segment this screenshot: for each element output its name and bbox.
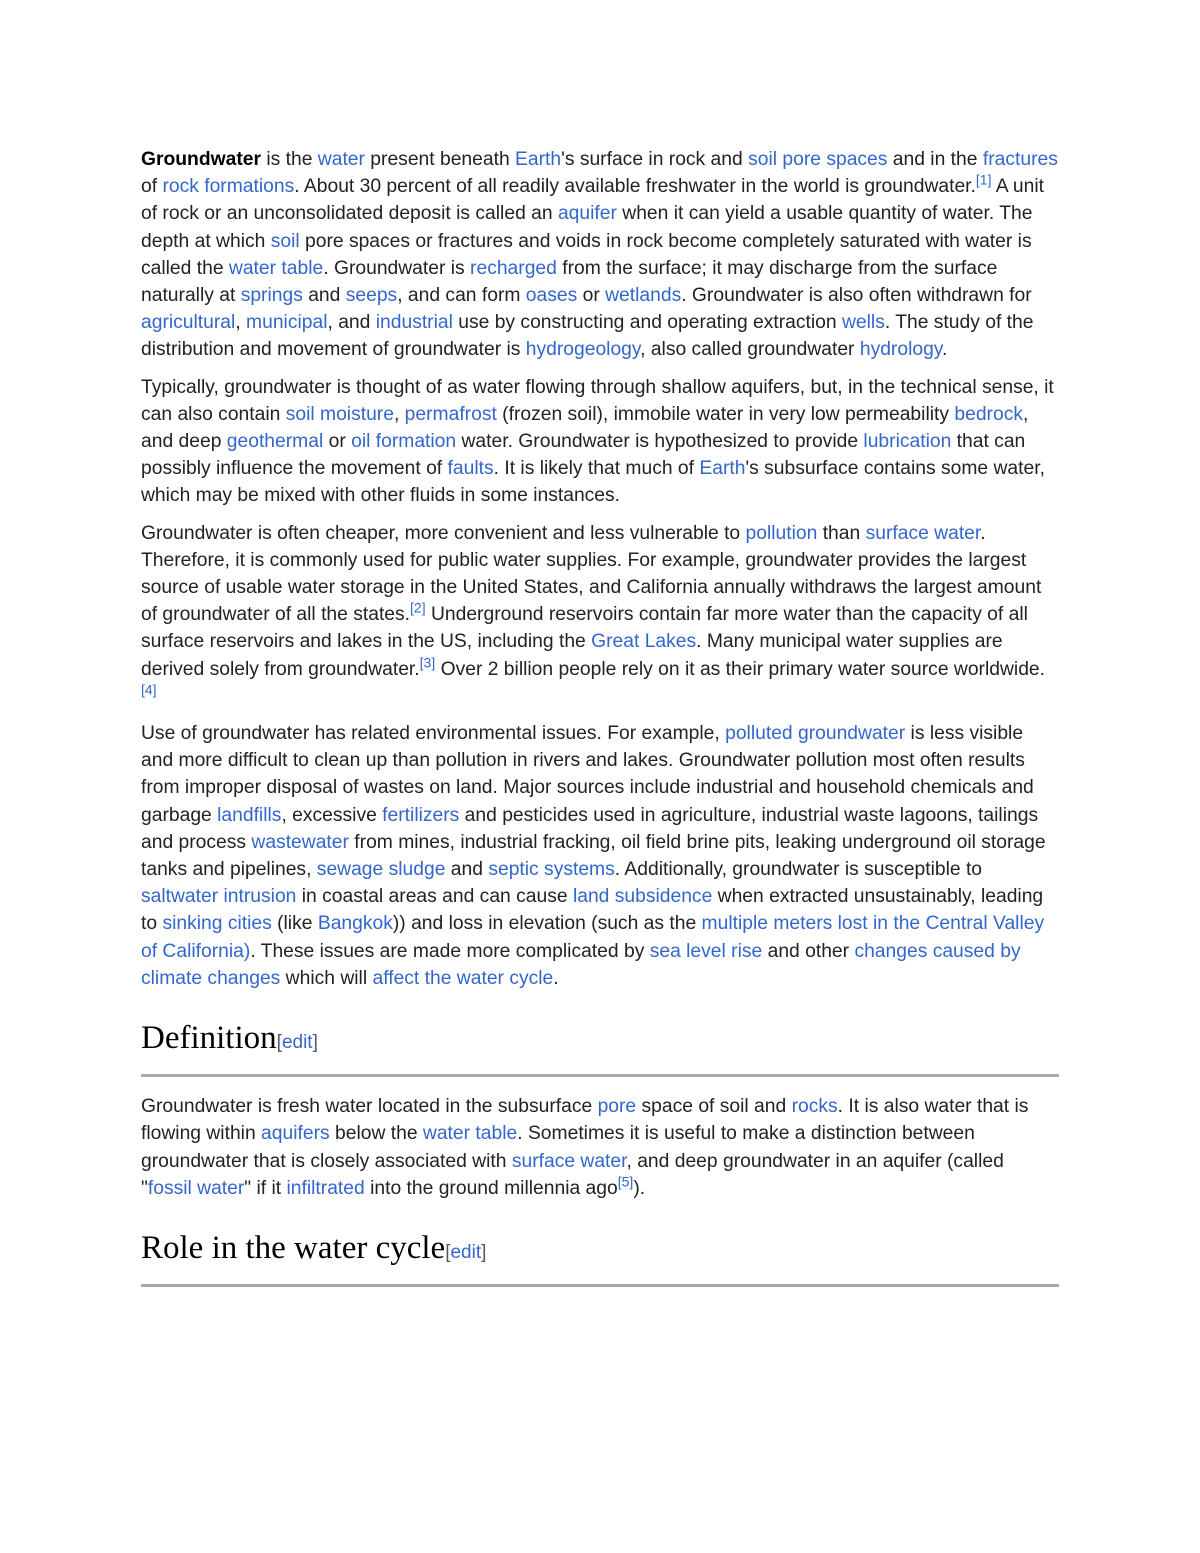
edit-section-link[interactable]: edit [450,1241,482,1263]
citation [618,1173,634,1189]
text-run: . [942,339,948,361]
edit-bracket-close: ] [481,1241,487,1263]
intro-paragraph-1 [141,146,1059,364]
text-run: and [445,859,489,881]
text-run: that can possibly influence the movement of [141,431,1026,480]
edit-section [277,1032,318,1053]
text-run: , [393,403,405,425]
section-title: Definition [141,1020,277,1057]
edit-bracket-open: [ [276,1032,282,1054]
text-run: . Additionally, groundwater is susceptible to [614,859,983,881]
link-rocks[interactable]: rocks [791,1096,838,1118]
link-soil[interactable]: soil [270,230,300,252]
section-heading-definition [141,1018,1059,1077]
text-run: . It is likely that much of [493,458,700,480]
text-run: , [235,312,247,334]
link-surface-water[interactable]: surface water [511,1150,627,1172]
link-surface-water[interactable]: surface water [865,522,981,544]
bold-term: Groundwater [141,149,261,170]
link-polluted-groundwater[interactable]: polluted groundwater [725,723,906,745]
text-run: . Therefore, it is commonly used for public water supplies. For example, groundwater provides the largest source of usable water storage in the United States, and California annually withdraws the largest amount of groundwater of all the states. [141,522,1042,626]
citation [141,681,157,697]
link-sinking-cities[interactable]: sinking cities [162,913,272,935]
text-run: Use of groundwater has related environmental issues. For example, [141,723,726,745]
text-run: ). [633,1177,646,1199]
section-heading-role-in-the-water-cycle [141,1228,1059,1287]
text-run: pore spaces or fractures and voids in rock become completely saturated with water is called the [141,230,1032,279]
text-run: Groundwater is fresh water located in the subsurface [141,1096,598,1118]
link-municipal[interactable]: municipal [246,312,328,334]
link-permafrost[interactable]: permafrost [404,403,497,425]
link-fertilizers[interactable]: fertilizers [382,804,460,826]
link-septic-systems[interactable]: septic systems [488,859,615,881]
link-oil-formation[interactable]: oil formation [351,431,457,453]
text-run: )) and loss in elevation (such as the [392,913,702,935]
text-run: . About 30 percent of all readily available freshwater in the world is groundwater. [294,176,976,198]
link-wells[interactable]: wells [841,312,885,334]
link-bedrock[interactable]: bedrock [954,403,1023,425]
text-run: use by constructing and operating extraction [452,312,842,334]
citation-link[interactable]: [2] [410,599,426,616]
link-water-table[interactable]: water table [228,257,324,279]
text-run: into the ground millennia ago [364,1177,618,1199]
link-seeps[interactable]: seeps [345,285,398,307]
text-run: than [817,522,866,544]
link-industrial[interactable]: industrial [375,312,453,334]
text-run: present beneath [364,149,516,170]
text-run: when it can yield a usable quantity of water. The depth at which [141,203,1033,252]
text-run: and other [762,940,855,962]
citation-link[interactable]: [5] [617,1173,634,1190]
text-run: (frozen soil), immobile water in very low permeability [496,403,955,425]
text-run: or [323,431,352,453]
link-sea-level-rise[interactable]: sea level rise [649,940,763,962]
link-aquifers[interactable]: aquifers [261,1123,330,1145]
link-soil-moisture[interactable]: soil moisture [285,403,394,425]
text-run: . [553,967,559,989]
link-lubrication[interactable]: lubrication [863,431,952,453]
text-run: 's surface in rock and [561,149,749,170]
link-hydrology[interactable]: hydrology [859,339,943,361]
text-run: Groundwater is often cheaper, more convenient and less vulnerable to [141,522,746,544]
text-run: . These issues are made more complicated by [250,940,650,962]
citation [976,172,992,188]
link-earth[interactable]: Earth [515,149,562,170]
text-run: Over 2 billion people rely on it as their primary water source worldwide. [435,658,1045,680]
link-soil-pore-spaces[interactable]: soil pore spaces [748,149,888,170]
link-water-table[interactable]: water table [422,1123,518,1145]
link-recharged[interactable]: recharged [470,257,557,279]
text-run: A unit of rock or an unconsolidated deposit is called an [141,176,1045,225]
text-run: . Groundwater is [323,257,471,279]
intro-paragraph-2 [141,374,1059,510]
link-geothermal[interactable]: geothermal [226,431,324,453]
link-springs[interactable]: springs [240,285,303,307]
text-run: Underground reservoirs contain far more water than the capacity of all surface reservoirs and lakes in the US, including the [141,604,1028,653]
link-land-subsidence[interactable]: land subsidence [572,886,713,908]
citation-link[interactable]: [1] [975,171,992,188]
link-wastewater[interactable]: wastewater [251,831,349,853]
link-multiple-meters-lost-in-the-central-valley-of-california[interactable]: multiple meters lost in the Central Valley of California) [141,913,1045,962]
text-run: space of soil and [636,1096,792,1118]
intro-paragraph-4 [141,720,1059,992]
link-sewage-sludge[interactable]: sewage sludge [316,859,446,881]
link-infiltrated[interactable]: infiltrated [286,1177,365,1199]
text-run: is the [260,149,318,170]
link-fractures[interactable]: fractures [982,149,1058,170]
text-run: " if it [244,1177,287,1199]
text-run: or [577,285,606,307]
link-pore[interactable]: pore [597,1096,637,1118]
text-run: in coastal areas and can cause [296,886,573,908]
edit-bracket-open: [ [445,1241,451,1263]
text-run: . The study of the distribution and movement of groundwater is [141,312,1034,361]
citation [420,654,436,670]
text-run: . Sometimes it is useful to make a distinction between groundwater that is closely associated with [141,1123,975,1172]
edit-section-link[interactable]: edit [281,1032,313,1054]
link-great-lakes[interactable]: Great Lakes [591,631,697,653]
link-hydrogeology[interactable]: hydrogeology [525,339,641,361]
text-run: , and can form [397,285,526,307]
section-title: Role in the water cycle [141,1229,446,1266]
link-faults[interactable]: faults [447,458,494,480]
text-run: , also called groundwater [640,339,860,361]
text-run: (like [271,913,318,935]
text-run: . Groundwater is also often withdrawn for [681,285,1032,307]
article-body [141,146,1059,1303]
section-paragraph [141,1093,1059,1202]
link-landfills[interactable]: landfills [217,804,282,826]
text-run: from the surface; it may discharge from the surface naturally at [141,257,998,307]
text-run: , and [327,312,376,334]
citation-link[interactable]: [4] [141,681,157,698]
link-wetlands[interactable]: wetlands [605,285,682,307]
citation-link[interactable]: [3] [419,653,436,670]
text-run: of [141,176,163,198]
edit-bracket-close: ] [312,1032,318,1054]
text-run: , and deep [141,403,1029,453]
text-run: . It is also water that is flowing within [141,1096,1029,1145]
link-affect-the-water-cycle[interactable]: affect the water cycle [372,967,554,989]
text-run: when extracted unsustainably, leading to [141,886,1044,935]
link-saltwater-intrusion[interactable]: saltwater intrusion [141,886,297,908]
text-run: 's subsurface contains some water, which may be mixed with other fluids in some instances. [141,458,1045,507]
link-fossil-water[interactable]: fossil water [147,1177,245,1199]
text-run: and pesticides used in agriculture, industrial waste lagoons, tailings and process [141,804,1039,853]
intro-paragraph-3 [141,520,1059,710]
link-changes-caused-by-climate-changes[interactable]: changes caused by climate changes [141,940,1021,989]
link-agricultural[interactable]: agricultural [141,312,236,334]
text-run: , and deep groundwater in an aquifer (called " [141,1150,1004,1199]
text-run: and in the [887,149,983,170]
citation [410,600,426,616]
text-run: Typically, groundwater is thought of as water flowing through shallow aquifers, but, in the technical sense, it can also contain [141,376,1054,425]
text-run: . Many municipal water supplies are derived solely from groundwater. [141,631,1003,680]
text-run: which will [280,967,373,989]
link-aquifer[interactable]: aquifer [557,203,617,225]
text-run: and [302,285,346,307]
text-run: water. Groundwater is hypothesized to provide [456,431,864,453]
link-bangkok[interactable]: Bangkok [317,913,393,935]
text-run: below the [329,1123,423,1145]
edit-section [445,1242,486,1263]
text-run: is less visible and more difficult to clean up than pollution in rivers and lakes. Groundwater pollution most often results from improper disposal of wastes on land. Major sources include industrial and household chemicals and garbage [141,723,1034,826]
link-water[interactable]: water [317,149,365,170]
link-pollution[interactable]: pollution [745,522,818,544]
link-earth[interactable]: Earth [699,458,746,480]
text-run: , excessive [281,804,383,826]
link-rock-formations[interactable]: rock formations [162,176,295,198]
text-run: from mines, industrial fracking, oil field brine pits, leaking underground oil storage tanks and pipelines, [141,831,1046,881]
link-oases[interactable]: oases [525,285,578,307]
